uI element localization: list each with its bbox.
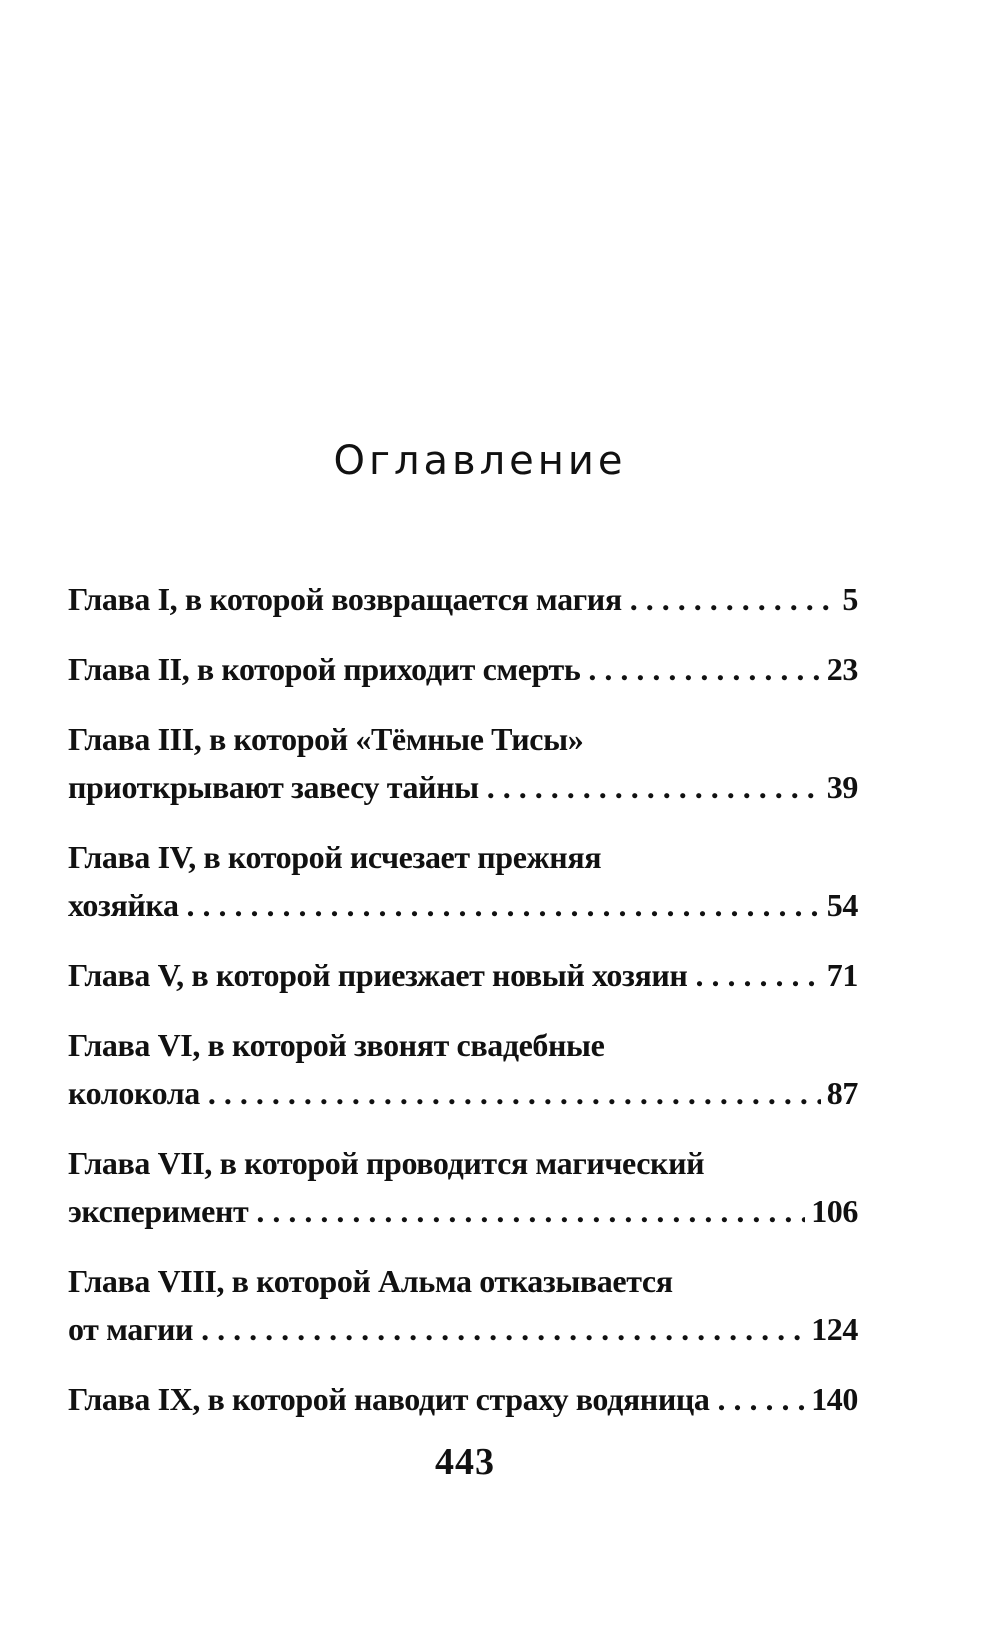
- toc-entry-title-line: Глава VIII, в которой Альма отказывается: [68, 1263, 673, 1299]
- toc-entry-title-line: от магии: [68, 1311, 194, 1347]
- dot-leader: [487, 763, 821, 811]
- toc-entry-chapter-4: [68, 833, 858, 929]
- toc-entry-title-line: Глава VI, в которой звонят свадебные: [68, 1027, 605, 1063]
- toc-entry-title-line: Глава IV, в которой исчезает прежняя: [68, 839, 602, 875]
- toc-entry-page: 140: [811, 1381, 858, 1417]
- toc-entry-chapter-2: [68, 645, 858, 693]
- dot-leader: [208, 1069, 821, 1117]
- page-number: 443: [435, 1441, 495, 1483]
- toc-entry-page: 124: [811, 1311, 858, 1347]
- toc-entry-title-line: колокола: [68, 1075, 200, 1111]
- toc-entry-title-line: хозяйка: [68, 887, 179, 923]
- toc-entry-title-line: приоткрывают завесу тайны: [68, 769, 479, 805]
- dot-leader: [718, 1375, 806, 1423]
- toc-entry-title: Глава I, в которой возвращается магия: [68, 581, 622, 617]
- toc-entry-title-line: Глава III, в которой «Тёмные Тисы»: [68, 721, 584, 757]
- toc-entry-page: 106: [811, 1193, 858, 1229]
- toc-entry-title: Глава V, в которой приезжает новый хозяин: [68, 957, 688, 993]
- dot-leader: [256, 1187, 805, 1235]
- toc-entry-chapter-8: [68, 1257, 858, 1353]
- toc-entry-page: 23: [826, 651, 858, 687]
- toc-entry-title-line: Глава VII, в которой проводится магический: [68, 1145, 705, 1181]
- dot-leader: [201, 1305, 805, 1353]
- toc-entry-page: 39: [826, 769, 858, 805]
- toc-entry-chapter-3: [68, 715, 858, 811]
- toc-entry-chapter-7: [68, 1139, 858, 1235]
- toc-entry-page: 71: [826, 957, 858, 993]
- dot-leader: [695, 951, 820, 999]
- dot-leader: [630, 575, 837, 623]
- dot-leader: [588, 645, 820, 693]
- toc-entry-page: 54: [826, 887, 858, 923]
- toc-entry-chapter-6: [68, 1021, 858, 1117]
- toc-entry-chapter-1: [68, 575, 858, 623]
- page-title: Оглавление: [333, 438, 627, 484]
- dot-leader: [187, 881, 821, 929]
- toc-entry-title: Глава IX, в которой наводит страху водяница: [68, 1381, 710, 1417]
- toc-entry-title: Глава II, в которой приходит смерть: [68, 651, 581, 687]
- toc-entry-page: 5: [842, 581, 858, 617]
- toc-entry-chapter-9: [68, 1375, 858, 1423]
- toc-entry-title-line: эксперимент: [68, 1193, 249, 1229]
- toc-entry-chapter-5: [68, 951, 858, 999]
- toc-entry-page: 87: [826, 1075, 858, 1111]
